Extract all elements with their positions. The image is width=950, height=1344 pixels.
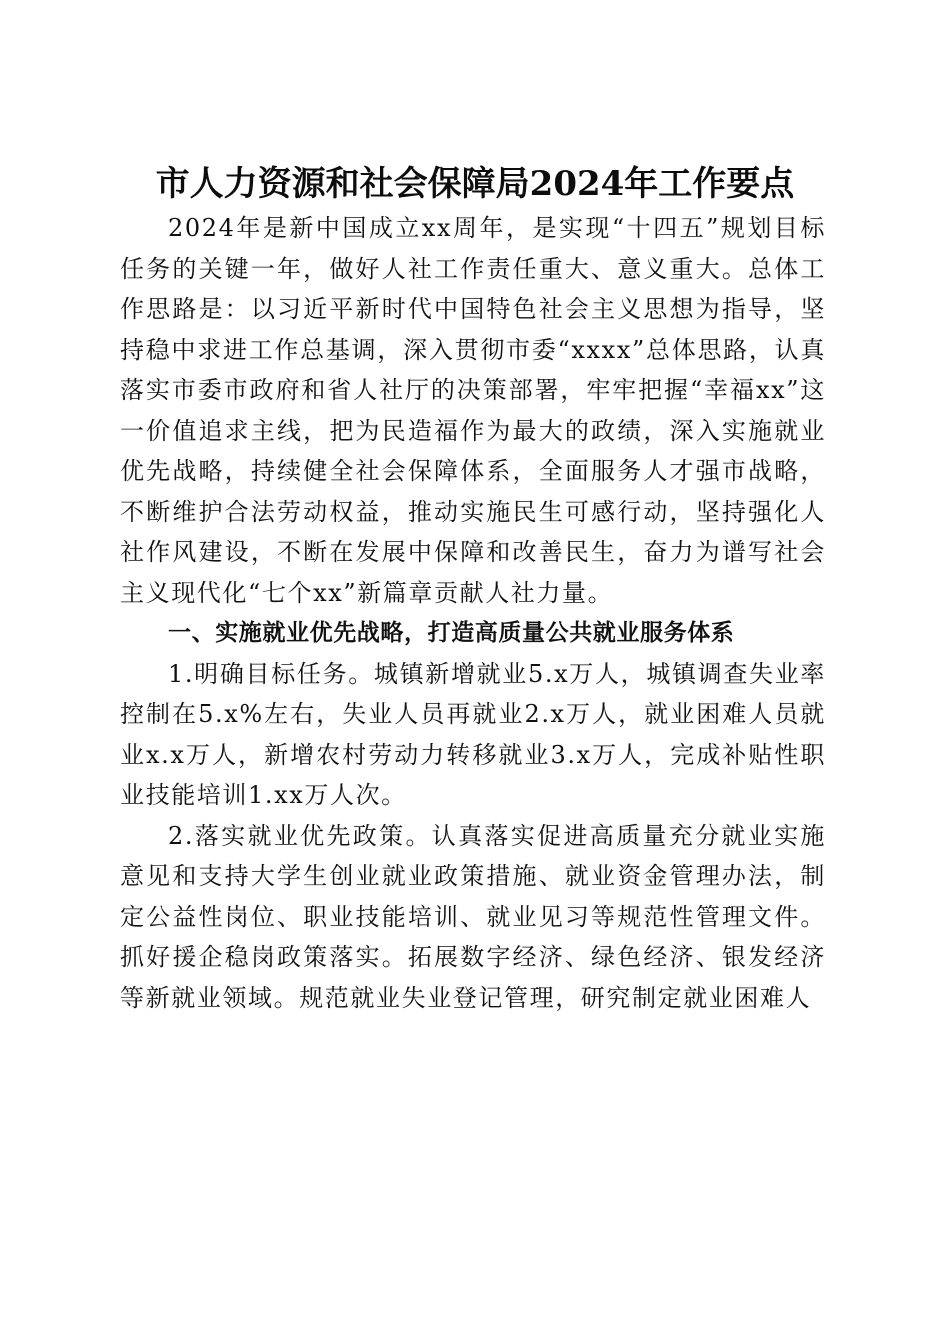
- intro-paragraph: 2024年是新中国成立xx周年，是实现“十四五”规划目标任务的关键一年，做好人社工作责任重大、意义重大。总体工作思路是：以习近平新时代中国特色社会主义思想为指导，坚持稳中求进工作总基调，深入贯彻市委“xxxx”总体思路，认真落实市委市政府和省人社厅的决策部署，牢牢把握“幸福xx”这一价值追求主线，把为民造福作为最大的政绩，深入实施就业优先战略，持续健全社会保障体系，全面服务人才强市战略，不断维护合法劳动权益，推动实施民生可感行动，坚持强化人社作风建设，不断在发展中保障和改善民生，奋力为谱写社会主义现代化“七个xx”新篇章贡献人社力量。: [120, 214, 826, 607]
- item-paragraph-1: 1.明确目标任务。城镇新增就业5.x万人，城镇调查失业率控制在5.x%左右，失业人员再就业2.x万人，就业困难人员就业x.x万人，新增农村劳动力转移就业3.x万人，完成补贴性职业技能培训1.xx万人次。: [120, 659, 826, 809]
- document-body: [120, 208, 826, 1018]
- section-heading: 一、实施就业优先战略，打造高质量公共就业服务体系: [168, 620, 735, 646]
- document-title: 市人力资源和社会保障局2024年工作要点: [155, 163, 795, 204]
- item-paragraph-2: 2.落实就业优先政策。认真落实促进高质量充分就业实施意见和支持大学生创业就业政策措施、就业资金管理办法，制定公益性岗位、职业技能培训、就业见习等规范性管理文件。抓好援企稳岗政策落实。拓展数字经济、绿色经济、银发经济等新就业领域。规范就业失业登记管理，研究制定就业困难人: [120, 821, 826, 1012]
